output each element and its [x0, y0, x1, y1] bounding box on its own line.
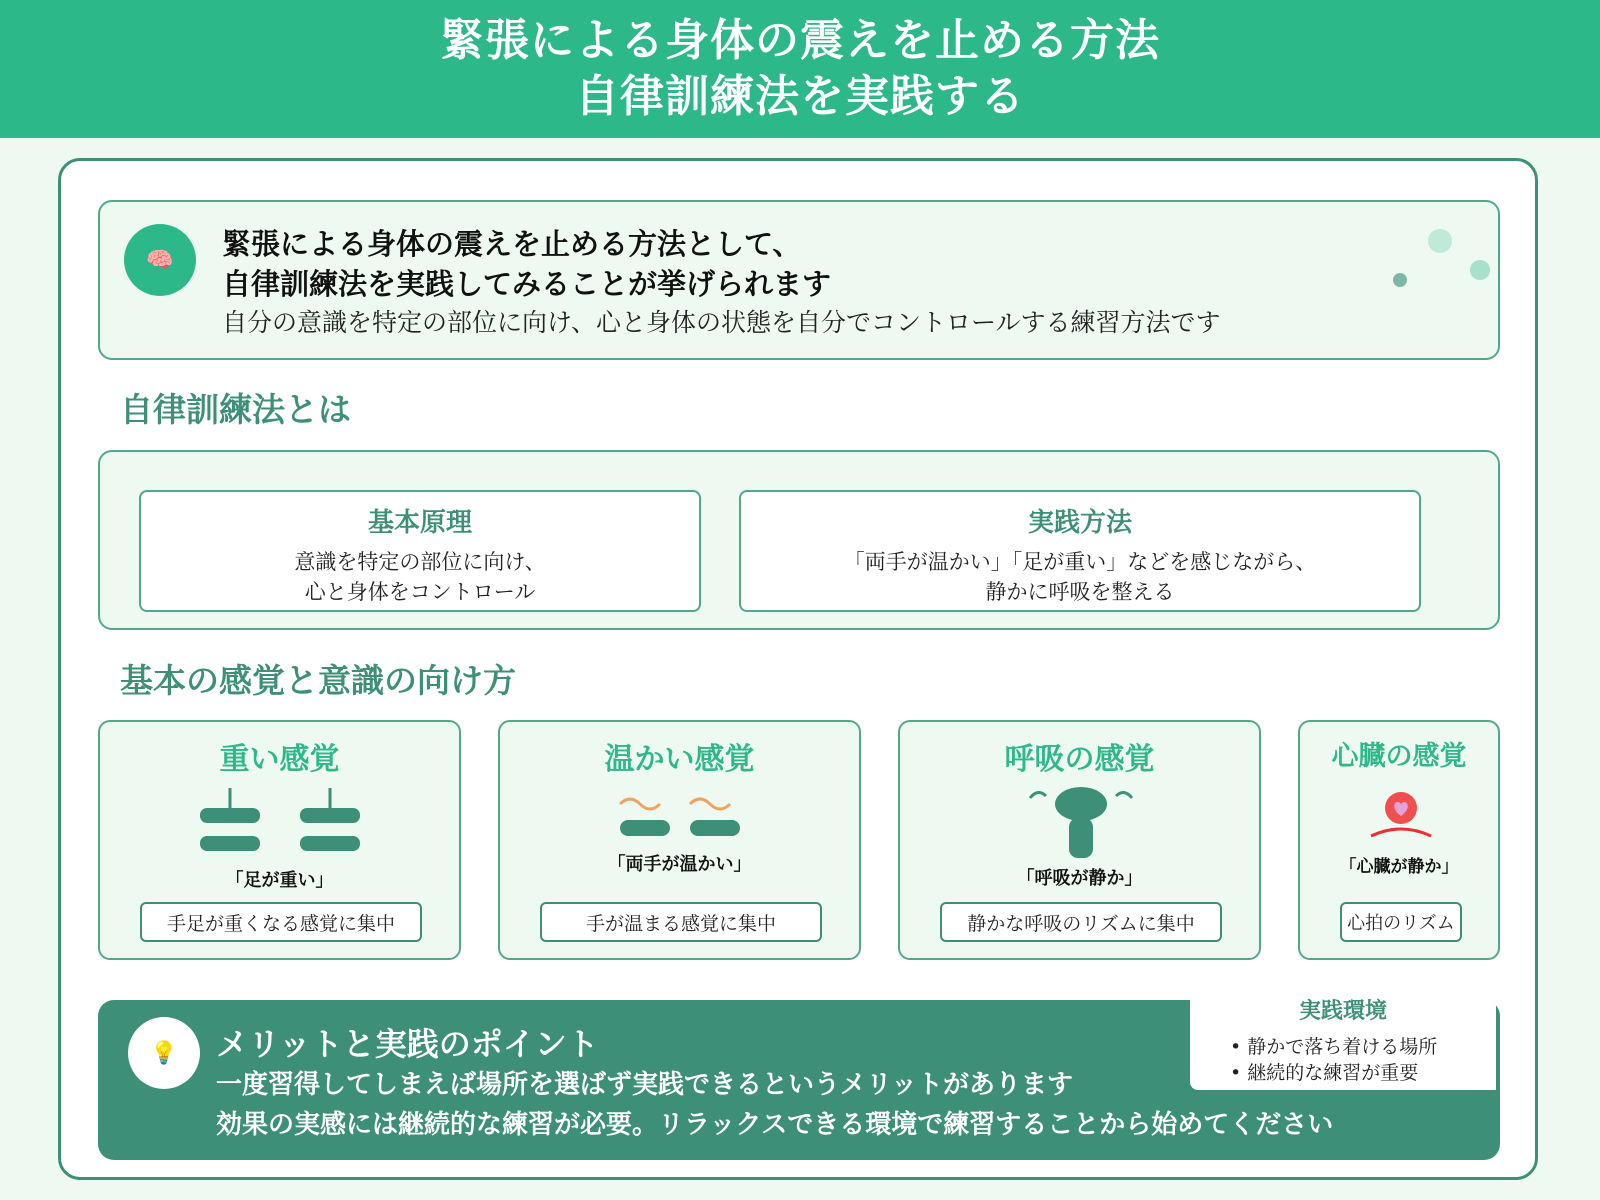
merit-line1: 一度習得してしまえば場所を選ばず実践できるというメリットがあります — [216, 1070, 1073, 1100]
heart-icon — [1366, 792, 1436, 842]
sense-card-breath — [898, 720, 1261, 960]
decor-dot — [1428, 229, 1452, 253]
sense-title: 心臓の感覚 — [1331, 741, 1467, 772]
sense-focus: 手足が重くなる感覚に集中 — [140, 902, 422, 942]
sense-quote: 「両手が温かい」 — [607, 854, 752, 875]
principle-line2: 心と身体をコントロール — [304, 580, 536, 604]
principle-title: 基本原理 — [367, 508, 472, 538]
sense-focus: 手が温まる感覚に集中 — [540, 902, 822, 942]
heavy-limbs-icon — [190, 786, 370, 856]
sense-card-warm — [498, 720, 861, 960]
sense-card-heart — [1298, 720, 1500, 960]
intro-heading-line1: 緊張による身体の震えを止める方法として、 — [222, 227, 802, 261]
sense-card-heavy — [98, 720, 461, 960]
sense-focus: 静かな呼吸のリズムに集中 — [940, 902, 1222, 942]
sense-quote: 「心臓が静か」 — [1339, 857, 1459, 877]
practice-card — [739, 490, 1421, 612]
practice-line2: 静かに呼吸を整える — [985, 580, 1175, 604]
principle-line1: 意識を特定の部位に向け、 — [294, 550, 546, 574]
merit-title: メリットと実践のポイント — [216, 1025, 599, 1063]
practice-title: 実践方法 — [1027, 508, 1132, 538]
practice-line1: 「両手が温かい」「足が重い」などを感じながら、 — [843, 550, 1317, 574]
page-title-line1: 緊張による身体の震えを止める方法 — [440, 15, 1160, 66]
page-header — [0, 0, 1600, 138]
page-title-line2: 自律訓練法を実践する — [575, 71, 1025, 122]
sense-quote: 「呼吸が静か」 — [1016, 868, 1143, 889]
breathing-lungs-icon — [1026, 786, 1136, 866]
intro-description: 自分の意識を特定の部位に向け、心と身体の状態を自分でコントロールする練習方法です — [222, 308, 1221, 337]
merit-line2: 効果の実感には継続的な練習が必要。リラックスできる環境で練習することから始めてください — [216, 1110, 1334, 1140]
environment-item: • 継続的な練習が重要 — [1230, 1062, 1419, 1084]
sense-title: 温かい感覚 — [604, 742, 755, 777]
sense-focus: 心拍のリズム — [1340, 902, 1462, 942]
intro-heading-line2: 自律訓練法を実践してみることが挙げられます — [222, 267, 832, 301]
about-section-title: 自律訓練法とは — [120, 390, 351, 429]
sense-quote: 「足が重い」 — [225, 870, 334, 891]
environment-item: • 静かで落ち着ける場所 — [1230, 1036, 1438, 1058]
principle-card — [139, 490, 701, 612]
decor-dot — [1470, 260, 1490, 280]
senses-section-title: 基本の感覚と意識の向け方 — [120, 661, 516, 700]
brain-icon: 🧠 — [124, 224, 196, 296]
warm-hands-icon — [610, 786, 760, 846]
environment-box — [1190, 990, 1496, 1090]
lightbulb-icon: 💡 — [128, 1017, 200, 1089]
sense-title: 重い感覚 — [219, 742, 340, 777]
decor-dot — [1393, 273, 1407, 287]
environment-title: 実践環境 — [1298, 999, 1387, 1024]
sense-title: 呼吸の感覚 — [1004, 742, 1155, 777]
